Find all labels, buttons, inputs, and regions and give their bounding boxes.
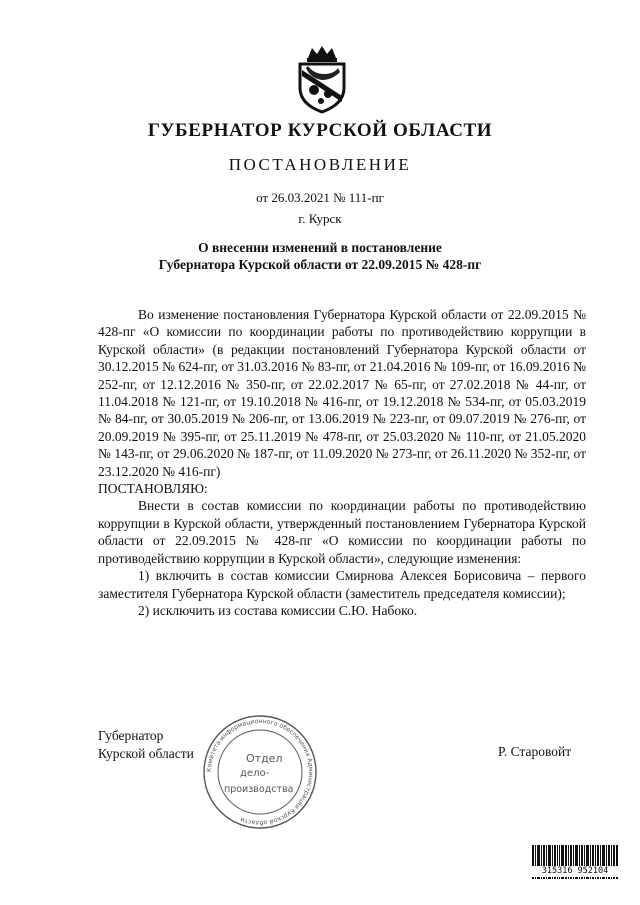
stamp-line-2: дело- (240, 768, 270, 779)
amendment-item-2: 2) исключить из состава комиссии С.Ю. Набоко. (138, 602, 418, 618)
signatory-position (98, 727, 194, 763)
document-subject (0, 239, 640, 273)
amendment-item-1: 1) включить в состав комиссии Смирнова Алексея Борисовича – первого заместителя Губернатора Курской области (заместитель председателя комиссии); (98, 568, 586, 601)
document-date-number: от 26.03.2021 № 111-пг (256, 190, 384, 205)
barcode-number: 315316 952104 (532, 866, 618, 877)
stamp-line-3: производства (224, 784, 294, 795)
coat-of-arms-emblem (294, 44, 350, 114)
subject-line-1: О внесении изменений в постановление (198, 240, 442, 255)
barcode (532, 845, 618, 885)
office-stamp (200, 712, 320, 832)
document-title: ГУБЕРНАТОР КУРСКОЙ ОБЛАСТИ (147, 120, 493, 141)
document-city: г. Курск (298, 211, 342, 226)
amendment-paragraph: Внести в состав комиссии по координации работы по противодействию коррупции в Курской области, утвержденный постановлением Губернатора Курской области от 22.09.2015 № 428-пг «О комиссии по координации работы по противодействию коррупции в Курской области», следующие изменения: (98, 498, 586, 566)
document-body (98, 306, 586, 619)
stamp-ring-text: Комитета информационного обеспечения Администрации Курской области (205, 717, 315, 827)
signatory-position-line-2: Курской области (98, 746, 194, 761)
signatory-name: Р. Старовойт (498, 744, 572, 759)
resolve-heading: ПОСТАНОВЛЯЮ: (98, 481, 208, 497)
stamp-line-1: Отдел (246, 752, 283, 765)
preamble-paragraph: Во изменение постановления Губернатора Курской области от 22.09.2015 № 428-пг «О комиссии по координации работы по противодействию коррупции в Курской области» (в редакции постановлений Губернатора Курской области от 30.12.2015 № 624-пг, от 31.03.2016 № 83-пг, от 21.04.2016 № 109-пг, от 16.09.2016 № 252-пг, от 12.12.2016 № 350-пг, от 22.02.2017 № 65-пг, от 27.02.2018 № 44-пг, от 11.04.2018 № 121-пг, от 19.10.2018 № 416-пг, от 19.12.2018 № 534-пг, от 05.03.2019 № 84-пг, от 30.05.2019 № 206-пг, от 13.06.2019 № 223-пг, от 09.07.2019 № 276-пг, от 20.09.2019 № 395-пг, от 25.11.2019 № 478-пг, от 25.03.2020 № 110-пг, от 21.05.2020 № 143-пг, от 29.06.2020 № 187-пг, от 11.09.2020 № 273-пг, от 26.11.2020 № 352-пг, от 23.12.2020 № 416-пг) (98, 307, 586, 479)
document-type: ПОСТАНОВЛЕНИЕ (228, 155, 412, 174)
subject-line-2: Губернатора Курской области от 22.09.2015 № 428-пг (158, 257, 482, 272)
signatory-position-line-1: Губернатор (98, 728, 164, 743)
